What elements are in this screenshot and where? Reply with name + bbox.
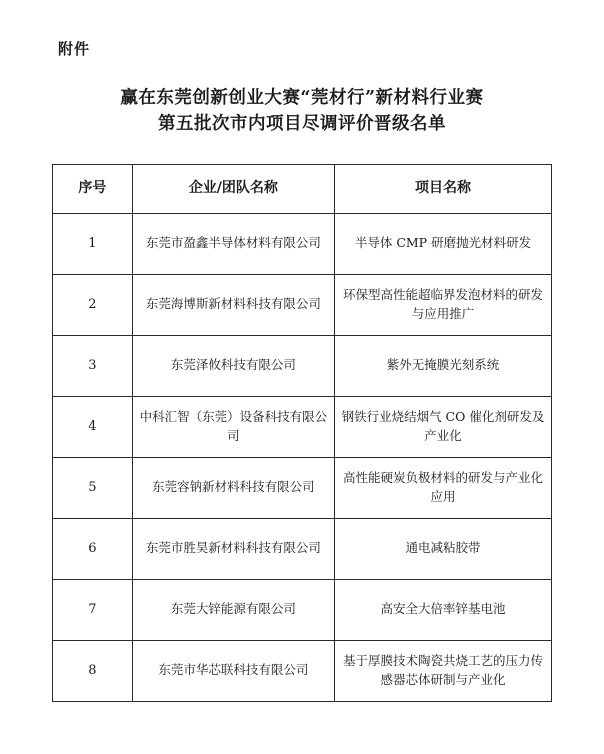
row-project: 环保型高性能超临界发泡材料的研发与应用推广 [334, 274, 551, 335]
row-organization: 东莞容钠新材料科技有限公司 [132, 457, 334, 518]
row-project: 钢铁行业烧结烟气 CO 催化剂研发及产业化 [334, 396, 551, 457]
table-row [53, 213, 552, 274]
table-row [53, 335, 552, 396]
page-title [52, 85, 552, 138]
column-header-index: 序号 [53, 164, 133, 213]
row-index: 2 [53, 274, 133, 335]
table-row [53, 457, 552, 518]
row-project: 高安全大倍率锌基电池 [334, 579, 551, 640]
row-index: 6 [53, 518, 133, 579]
row-organization: 东莞泽攸科技有限公司 [132, 335, 334, 396]
page-title-line-1: 赢在东莞创新创业大赛“莞材行”新材料行业赛 [120, 88, 484, 108]
table-row [53, 396, 552, 457]
row-organization: 东莞市胜昊新材料科技有限公司 [132, 518, 334, 579]
row-project: 半导体 CMP 研磨抛光材料研发 [334, 213, 551, 274]
column-header-project: 项目名称 [334, 164, 551, 213]
qualified-projects-table [52, 164, 552, 702]
column-header-organization: 企业/团队名称 [132, 164, 334, 213]
row-organization: 东莞市华芯联科技有限公司 [132, 640, 334, 701]
row-organization: 东莞市盈鑫半导体材料有限公司 [132, 213, 334, 274]
row-project: 高性能硬炭负极材料的研发与产业化应用 [334, 457, 551, 518]
row-index: 4 [53, 396, 133, 457]
table-row [53, 640, 552, 701]
row-index: 8 [53, 640, 133, 701]
row-index: 3 [53, 335, 133, 396]
page-title-line-2: 第五批次市内项目尽调评价晋级名单 [158, 114, 446, 135]
row-organization: 东莞海博斯新材料科技有限公司 [132, 274, 334, 335]
table-row [53, 579, 552, 640]
table-row [53, 274, 552, 335]
row-index: 5 [53, 457, 133, 518]
table-row [53, 518, 552, 579]
row-organization: 中科汇智（东莞）设备科技有限公司 [132, 396, 334, 457]
row-project: 基于厚膜技术陶瓷共烧工艺的压力传感器芯体研制与产业化 [334, 640, 551, 701]
row-project: 紫外无掩膜光刻系统 [334, 335, 551, 396]
row-project: 通电减粘胶带 [334, 518, 551, 579]
table-header-row [53, 164, 552, 213]
attachment-label: 附件 [58, 40, 91, 58]
row-index: 7 [53, 579, 133, 640]
row-organization: 东莞大锌能源有限公司 [132, 579, 334, 640]
row-index: 1 [53, 213, 133, 274]
